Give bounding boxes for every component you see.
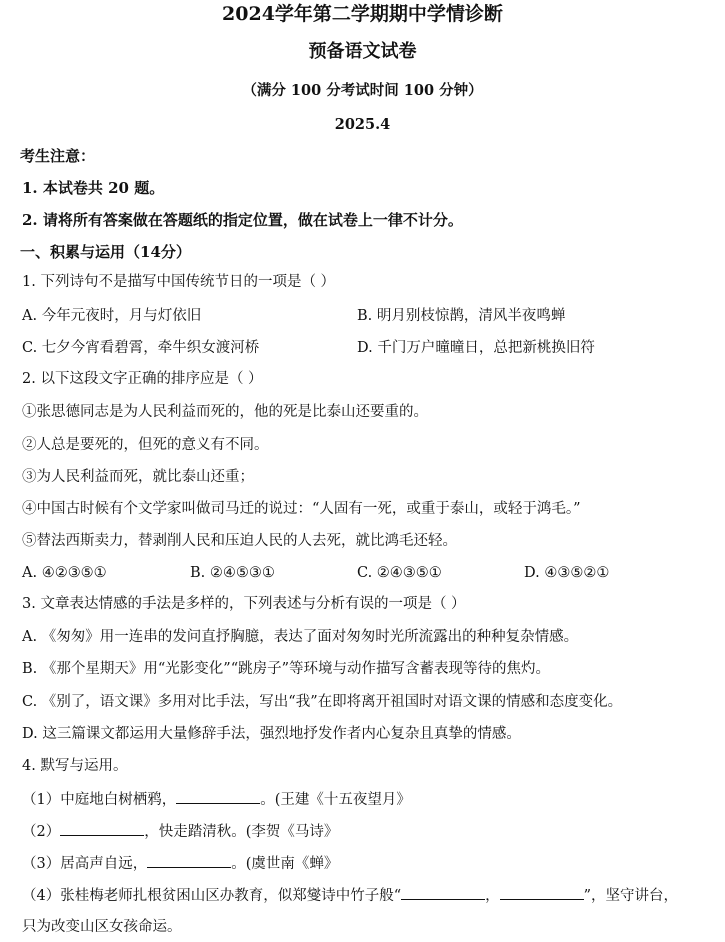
q4-part-4-blank-1 [401, 885, 485, 900]
q2-sentence-3: ③为人民利益而死，就比泰山还重； [22, 469, 254, 485]
q3-option-b: B. 《那个星期天》用“光影变化”“跳房子”等环境与动作描写含蓄表现等待的焦灼。 [22, 661, 551, 677]
q2-option-c: C. ②④③⑤① [357, 565, 442, 581]
q2-option-d: D. ④③⑤②① [524, 565, 610, 581]
q2-sentence-5: ⑤替法西斯卖力，替剥削人民和压迫人民的人去死，就比鸿毛还轻。 [22, 533, 457, 549]
q2-sentence-4: ④中国古时候有个文学家叫做司马迁的说过：“人固有一死，或重于泰山，或轻于鸿毛。” [22, 501, 581, 517]
q4-part-1-prefix: （1）中庭地白树栖鸦， [22, 792, 177, 808]
q3-stem: 3. 文章表达情感的手法是多样的，下列表述与分析有误的一项是（ ） [22, 596, 466, 612]
q4-part-3-prefix: （3）居高声自远， [22, 856, 148, 872]
exam-info: （满分 100 分考试时间 100 分钟） [242, 82, 483, 99]
q4-part-1-source: 。(王建《十五夜望月》 [260, 792, 411, 808]
q4-part-4-suffix: ”，坚守讲台， [583, 888, 679, 904]
q2-option-a: A. ④②③⑤① [22, 565, 107, 581]
notice-item-2: 2. 请将所有答案做在答题纸的指定位置，做在试卷上一律不计分。 [22, 211, 463, 229]
q2-option-b: B. ②④⑤③① [190, 565, 275, 581]
q4-part-4-blank-2 [500, 885, 584, 900]
q2-sentence-2: ②人总是要死的，但死的意义有不同。 [22, 437, 269, 453]
section-1-title: 一、积累与运用（14分） [20, 243, 191, 261]
q1-option-b: B. 明月别枝惊鹊，清风半夜鸣蝉 [357, 308, 566, 324]
q4-part-1 [22, 789, 411, 810]
q4-part-4-prefix: （4）张桂梅老师扎根贫困山区办教育，似郑燮诗中竹子般“ [22, 888, 402, 904]
q4-part-2-source: ，快走踏清秋。(李贺《马诗》 [144, 824, 339, 840]
q4-stem: 4. 默写与运用。 [22, 758, 128, 774]
q1-option-d: D. 千门万户曈曈日，总把新桃换旧符 [357, 340, 595, 356]
page-subtitle: 预备语文试卷 [308, 41, 417, 62]
q4-part-4-continuation: 只为改变山区女孩命运。 [22, 919, 182, 935]
q4-part-3 [22, 853, 338, 874]
q4-part-4-comma: ， [485, 888, 500, 904]
q4-part-4 [22, 885, 678, 906]
q3-option-c: C. 《别了，语文课》多用对比手法，写出“我”在即将离开祖国时对语文课的情感和态度变化。 [22, 694, 623, 710]
q2-sentence-1: ①张思德同志是为人民利益而死的，他的死是比泰山还要重的。 [22, 404, 428, 420]
notice-item-1: 1. 本试卷共 20 题。 [22, 179, 165, 197]
q4-part-2-prefix: （2） [22, 824, 61, 840]
q3-option-a: A. 《匆匆》用一连串的发问直抒胸臆，表达了面对匆匆时光所流露出的种种复杂情感。 [22, 629, 579, 645]
q1-stem: 1. 下列诗句不是描写中国传统节日的一项是（ ） [22, 274, 336, 290]
q4-part-2 [22, 821, 338, 842]
q1-option-a: A. 今年元夜时，月与灯依旧 [22, 308, 202, 324]
q1-option-c: C. 七夕今宵看碧霄，牵牛织女渡河桥 [22, 340, 260, 356]
q4-part-2-blank [60, 821, 144, 836]
q4-part-1-blank [176, 789, 260, 804]
q2-stem: 2. 以下这段文字正确的排序应是（ ） [22, 371, 263, 387]
q4-part-3-blank [147, 853, 231, 868]
exam-date: 2025.4 [334, 116, 391, 133]
page-title: 2024学年第二学期期中学情诊断 [222, 3, 503, 25]
q3-option-d: D. 这三篇课文都运用大量修辞手法，强烈地抒发作者内心复杂且真挚的情感。 [22, 726, 521, 742]
q4-part-3-source: 。(虞世南《蝉》 [231, 856, 339, 872]
notice-heading: 考生注意： [20, 147, 96, 165]
